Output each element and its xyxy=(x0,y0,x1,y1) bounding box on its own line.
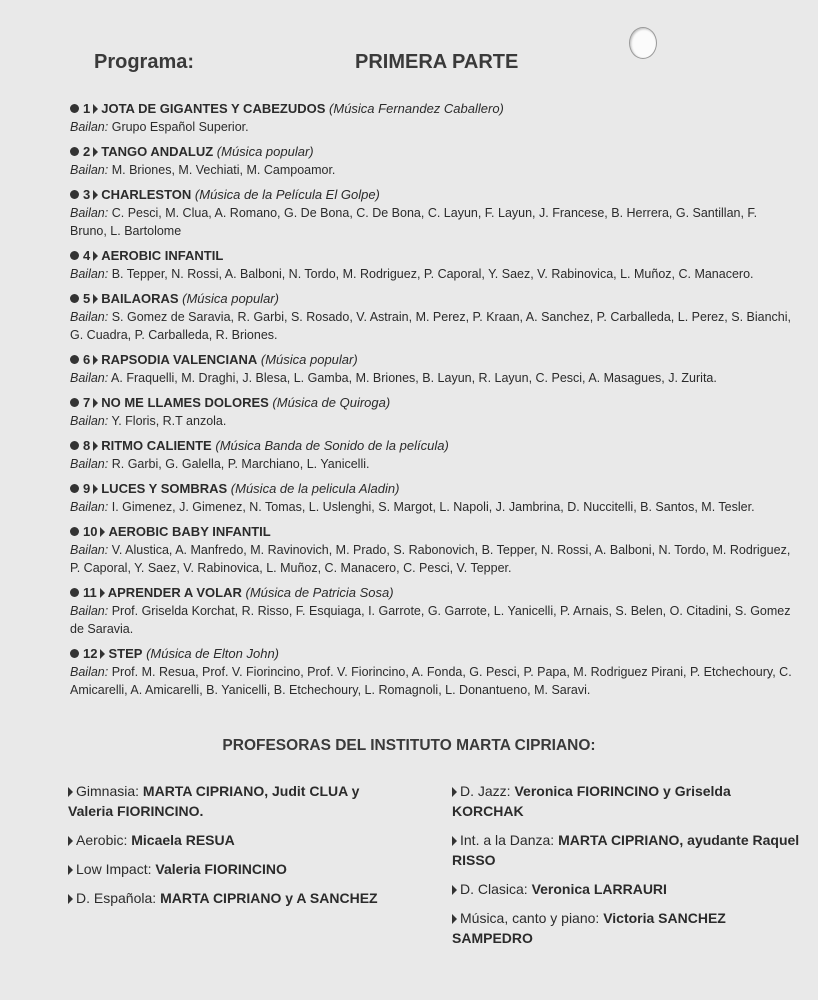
bullet-dot-icon xyxy=(70,398,79,407)
staff-discipline: D. Española: xyxy=(76,890,157,906)
dancer-names: Prof. Griselda Korchat, R. Risso, F. Esquiaga, I. Garrote, G. Garrote, L. Yanicelli, P. Arnais, S. Belen, O. Citadini, S. Gomez de Saravia. xyxy=(70,604,791,636)
item-dancers xyxy=(70,369,796,387)
staff-entry xyxy=(68,859,388,879)
program-item-heading xyxy=(70,584,796,602)
item-number: 10 xyxy=(83,524,98,539)
program-item-heading xyxy=(70,523,796,541)
staff-column-left xyxy=(68,781,388,917)
item-music: (Música Banda de Sonido de la película) xyxy=(215,438,449,453)
bullet-dot-icon xyxy=(70,484,79,493)
bullet-dot-icon xyxy=(70,527,79,536)
staff-entry xyxy=(68,888,388,908)
program-item xyxy=(70,523,796,577)
program-item xyxy=(70,290,796,344)
item-title: RITMO CALIENTE xyxy=(101,438,212,453)
bailan-label: Bailan: xyxy=(70,206,109,220)
program-item xyxy=(70,645,796,699)
staff-names: Victoria SANCHEZ SAMPEDRO xyxy=(452,910,726,946)
staff-discipline: D. Jazz: xyxy=(460,783,511,799)
program-label: Programa: xyxy=(94,51,195,73)
program-item xyxy=(70,247,796,283)
dancer-names: Grupo Español Superior. xyxy=(111,120,249,134)
triangle-bullet-icon xyxy=(68,865,73,875)
program-item-heading xyxy=(70,100,796,118)
bullet-dot-icon xyxy=(70,649,79,658)
staff-discipline: Int. a la Danza: xyxy=(460,832,555,848)
staff-entry xyxy=(68,781,388,821)
item-dancers xyxy=(70,204,796,240)
punch-hole xyxy=(629,27,657,59)
item-dancers xyxy=(70,308,796,344)
program-item-heading xyxy=(70,351,796,369)
triangle-bullet-icon xyxy=(452,836,457,846)
staff-entry xyxy=(68,830,388,850)
dancer-names: V. Alustica, A. Manfredo, M. Ravinovich, M. Prado, S. Rabonovich, B. Tepper, N. Rossi, A. Balboni, N. Tordo, M. Rodriguez, P. Caporal, Y. Saez, V. Rabinovica, L. Muñoz, C. Manacero, C. Pesci, V. Tepper. xyxy=(70,543,791,575)
triangle-bullet-icon xyxy=(452,885,457,895)
program-item-heading xyxy=(70,394,796,412)
staff-column-right xyxy=(452,781,802,957)
staff-names: MARTA CIPRIANO, Judit CLUA y Valeria FIORINCINO. xyxy=(68,783,360,819)
item-music: (Música popular) xyxy=(182,291,279,306)
item-dancers xyxy=(70,412,796,430)
item-music: (Música popular) xyxy=(260,352,358,367)
item-title: AEROBIC BABY INFANTIL xyxy=(108,524,271,539)
bullet-dot-icon xyxy=(70,251,79,260)
staff-names: MARTA CIPRIANO y A SANCHEZ xyxy=(160,890,378,906)
staff-entry xyxy=(452,781,802,821)
bullet-dot-icon xyxy=(70,588,79,597)
staff-names: Valeria FIORINCINO xyxy=(155,861,287,877)
program-item-heading xyxy=(70,143,796,161)
item-music: (Música de Elton John) xyxy=(146,646,280,661)
dancer-names: M. Briones, M. Vechiati, M. Campoamor. xyxy=(111,163,336,177)
item-number: 4 xyxy=(83,248,91,263)
item-music: (Música popular) xyxy=(216,144,314,159)
item-title: RAPSODIA VALENCIANA xyxy=(101,352,258,367)
bullet-dot-icon xyxy=(70,294,79,303)
program-item xyxy=(70,351,796,387)
triangle-bullet-icon xyxy=(68,894,73,904)
triangle-bullet-icon xyxy=(100,527,105,537)
item-title: NO ME LLAMES DOLORES xyxy=(101,395,269,410)
triangle-bullet-icon xyxy=(100,649,105,659)
bullet-dot-icon xyxy=(70,147,79,156)
staff-names: Micaela RESUA xyxy=(131,832,235,848)
bailan-label: Bailan: xyxy=(70,543,109,557)
staff-names: MARTA CIPRIANO, ayudante Raquel RISSO xyxy=(452,832,800,868)
triangle-bullet-icon xyxy=(93,251,98,261)
item-number: 12 xyxy=(83,646,98,661)
dancer-names: B. Tepper, N. Rossi, A. Balboni, N. Tordo, M. Rodriguez, P. Caporal, Y. Saez, V. Rabinovica, L. Muñoz, C. Manacero. xyxy=(111,267,754,281)
program-item-heading xyxy=(70,186,796,204)
item-title: CHARLESTON xyxy=(101,187,192,202)
bailan-label: Bailan: xyxy=(70,604,109,618)
bailan-label: Bailan: xyxy=(70,414,109,428)
item-number: 3 xyxy=(83,187,91,202)
triangle-bullet-icon xyxy=(93,190,98,200)
program-list xyxy=(70,100,796,706)
staff-names: Veronica LARRAURI xyxy=(531,881,667,897)
bailan-label: Bailan: xyxy=(70,267,109,281)
staff-discipline: D. Clasica: xyxy=(460,881,528,897)
triangle-bullet-icon xyxy=(93,355,98,365)
item-title: TANGO ANDALUZ xyxy=(101,144,214,159)
part-title: PRIMERA PARTE xyxy=(355,51,519,73)
bailan-label: Bailan: xyxy=(70,457,109,471)
dancer-names: I. Gimenez, J. Gimenez, N. Tomas, L. Uslenghi, S. Margot, L. Napoli, J. Jambrina, D. Nuccitelli, B. Santos, M. Tesler. xyxy=(111,500,755,514)
bailan-label: Bailan: xyxy=(70,665,109,679)
triangle-bullet-icon xyxy=(93,294,98,304)
triangle-bullet-icon xyxy=(452,914,457,924)
item-title: JOTA DE GIGANTES Y CABEZUDOS xyxy=(101,101,326,116)
staff-entry xyxy=(452,908,802,948)
staff-discipline: Low Impact: xyxy=(76,861,152,877)
item-music: (Música de Quiroga) xyxy=(272,395,391,410)
bailan-label: Bailan: xyxy=(70,163,109,177)
bullet-dot-icon xyxy=(70,190,79,199)
triangle-bullet-icon xyxy=(93,147,98,157)
bullet-dot-icon xyxy=(70,104,79,113)
program-item-heading xyxy=(70,290,796,308)
program-item xyxy=(70,186,796,240)
triangle-bullet-icon xyxy=(93,484,98,494)
triangle-bullet-icon xyxy=(68,787,73,797)
item-dancers xyxy=(70,455,796,473)
item-dancers xyxy=(70,663,796,699)
staff-heading: PROFESORAS DEL INSTITUTO MARTA CIPRIANO: xyxy=(222,737,596,754)
item-number: 6 xyxy=(83,352,91,367)
staff-names: Veronica FIORINCINO y Griselda KORCHAK xyxy=(452,783,731,819)
item-number: 8 xyxy=(83,438,91,453)
bullet-dot-icon xyxy=(70,441,79,450)
staff-discipline: Aerobic: xyxy=(76,832,128,848)
program-item xyxy=(70,437,796,473)
program-item xyxy=(70,100,796,136)
triangle-bullet-icon xyxy=(452,787,457,797)
dancer-names: Prof. M. Resua, Prof. V. Fiorincino, Prof. V. Fiorincino, A. Fonda, G. Pesci, P. Papa, M. Rodriguez Pirani, P. Etchechoury, C. Amicarelli, A. Amicarelli, B. Yanicelli, B. Etchechoury, L. Romagnoli, L. Donantueno, M. Saravi. xyxy=(70,665,792,697)
program-item-heading xyxy=(70,480,796,498)
item-number: 2 xyxy=(83,144,91,159)
item-dancers xyxy=(70,118,796,136)
program-item-heading xyxy=(70,645,796,663)
staff-discipline: Música, canto y piano: xyxy=(460,910,600,926)
item-music: (Música de Patricia Sosa) xyxy=(245,585,394,600)
item-music: (Música de la pelicula Aladin) xyxy=(230,481,400,496)
triangle-bullet-icon xyxy=(93,104,98,114)
item-number: 7 xyxy=(83,395,91,410)
program-item xyxy=(70,394,796,430)
bailan-label: Bailan: xyxy=(70,500,109,514)
dancer-names: R. Garbi, G. Galella, P. Marchiano, L. Yanicelli. xyxy=(111,457,370,471)
program-item-heading xyxy=(70,247,796,265)
triangle-bullet-icon xyxy=(68,836,73,846)
bullet-dot-icon xyxy=(70,355,79,364)
bailan-label: Bailan: xyxy=(70,310,109,324)
item-title: STEP xyxy=(108,646,143,661)
bailan-label: Bailan: xyxy=(70,371,109,385)
staff-discipline: Gimnasia: xyxy=(76,783,140,799)
item-title: AEROBIC INFANTIL xyxy=(101,248,224,263)
triangle-bullet-icon xyxy=(93,398,98,408)
item-dancers xyxy=(70,265,796,283)
bailan-label: Bailan: xyxy=(70,120,109,134)
item-title: BAILAORAS xyxy=(101,291,179,306)
staff-entry xyxy=(452,879,802,899)
item-dancers xyxy=(70,602,796,638)
program-item xyxy=(70,480,796,516)
item-music: (Música Fernandez Caballero) xyxy=(329,101,504,116)
item-music: (Música de la Película El Golpe) xyxy=(194,187,380,202)
program-item xyxy=(70,143,796,179)
item-dancers xyxy=(70,541,796,577)
item-title: APRENDER A VOLAR xyxy=(107,585,242,600)
triangle-bullet-icon xyxy=(93,441,98,451)
dancer-names: C. Pesci, M. Clua, A. Romano, G. De Bona, C. De Bona, C. Layun, F. Layun, J. Francese, B. Herrera, G. Santillan, F. Bruno, L. Bartolome xyxy=(70,206,758,238)
dancer-names: S. Gomez de Saravia, R. Garbi, S. Rosado, V. Astrain, M. Perez, P. Kraan, A. Sanchez, P. Carballeda, L. Perez, S. Bianchi, G. Cuadra, P. Carballeda, R. Briones. xyxy=(70,310,792,342)
triangle-bullet-icon xyxy=(100,588,105,598)
item-number: 1 xyxy=(83,101,91,116)
program-item xyxy=(70,584,796,638)
item-dancers xyxy=(70,498,796,516)
dancer-names: A. Fraquelli, M. Draghi, J. Blesa, L. Gamba, M. Briones, B. Layun, R. Layun, C. Pesci, A. Masagues, J. Zurita. xyxy=(111,371,717,385)
item-number: 5 xyxy=(83,291,91,306)
program-item-heading xyxy=(70,437,796,455)
item-dancers xyxy=(70,161,796,179)
dancer-names: Y. Floris, R.T anzola. xyxy=(111,414,227,428)
item-number: 9 xyxy=(83,481,91,496)
item-number: 11 xyxy=(83,585,97,600)
staff-entry xyxy=(452,830,802,870)
item-title: LUCES Y SOMBRAS xyxy=(101,481,228,496)
